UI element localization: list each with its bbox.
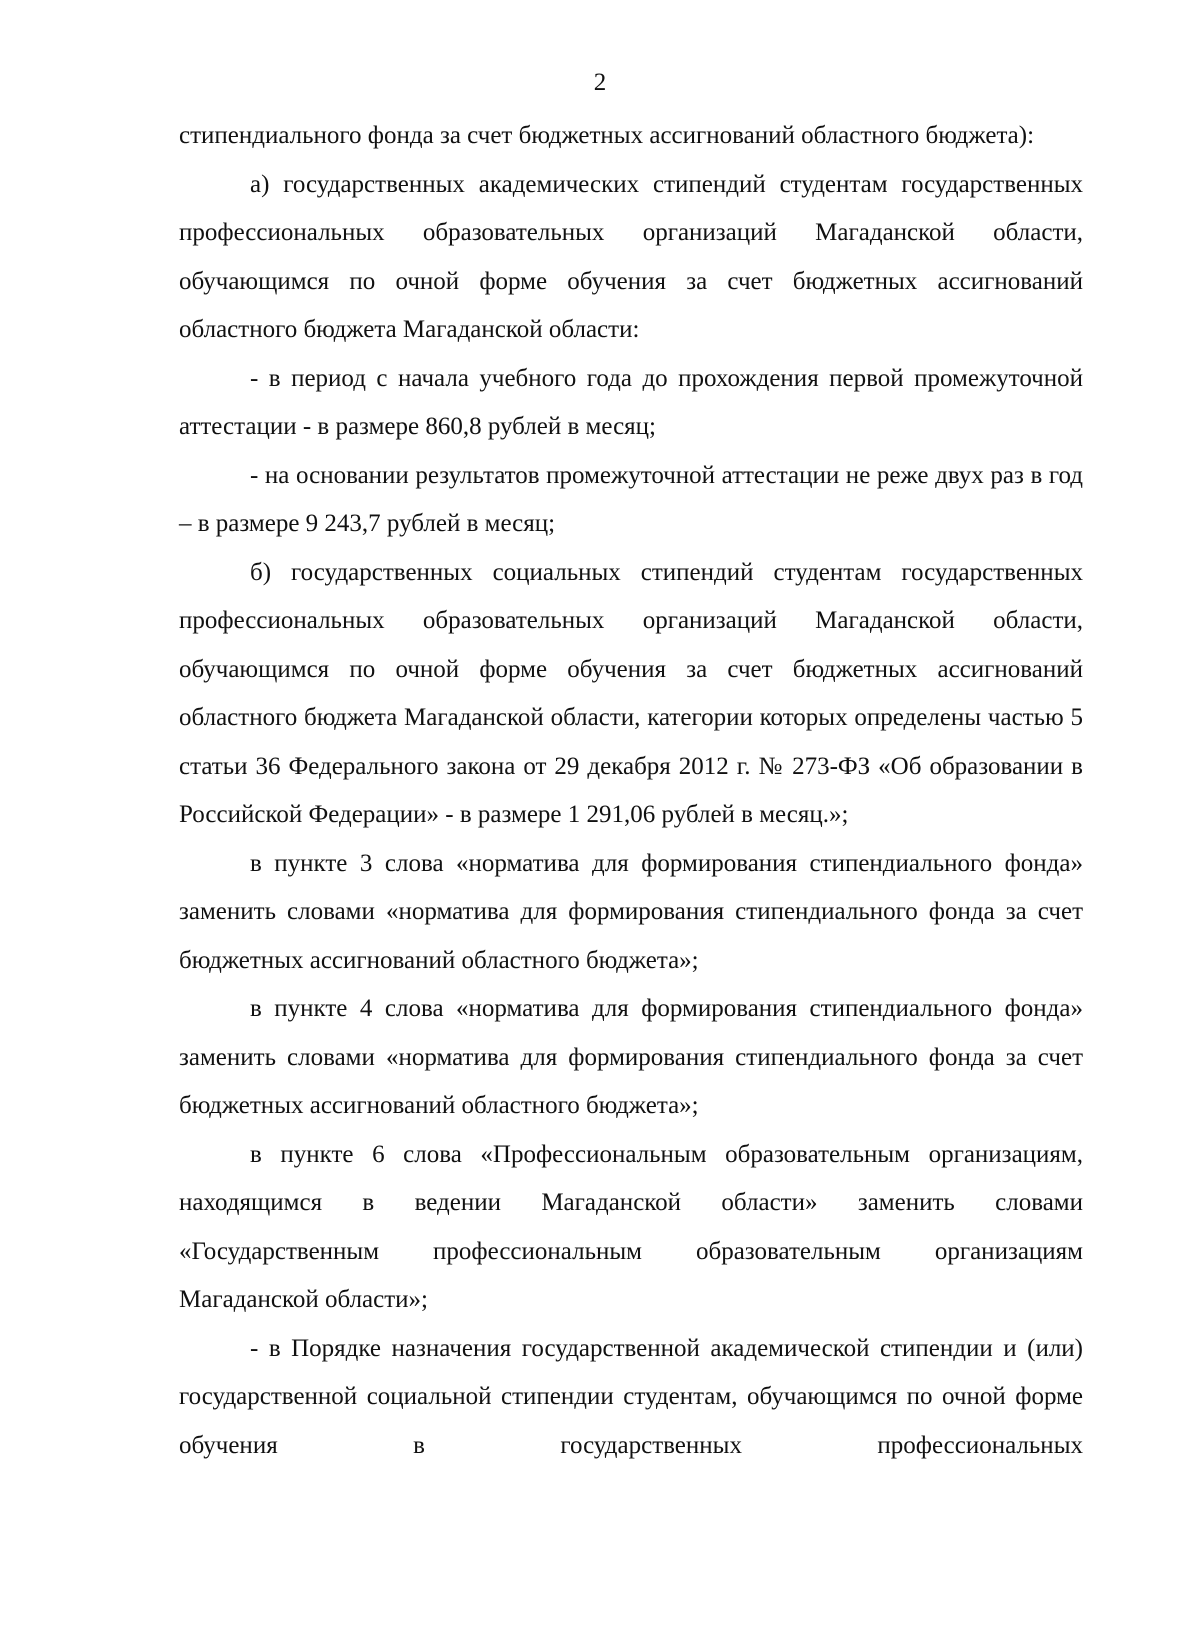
paragraph-attestation-results: - на основании результатов промежуточной аттестации не реже двух раз в год – в размере 9 243,7 рублей в месяц;	[179, 461, 1083, 537]
paragraph-continuation: стипендиального фонда за счет бюджетных ассигнований областного бюджета):	[179, 122, 1035, 149]
paragraph-item-b: б) государственных социальных стипендий студентам государственных профессиональных образовательных организаций Магаданской области, обучающимся по очной форме обучения за счет бюджетных ассигнований областного бюджета Магаданской области, категории которых определены частью 5 статьи 36 Федерального закона от 29 декабря 2012 г. № 273-ФЗ «Об образовании в Российской Федерации» - в размере 1 291,06 рублей в месяц.»;	[179, 558, 1083, 828]
paragraph-procedure: - в Порядке назначения государственной академической стипендии и (или) государственной социальной стипендии студентам, обучающимся по очной форме обучения в государственных профессиональных	[179, 1334, 1083, 1459]
page-number: 2	[593, 69, 607, 96]
paragraph-first-attestation: - в период с начала учебного года до прохождения первой промежуточной аттестации - в размере 860,8 рублей в месяц;	[179, 364, 1083, 440]
document-body	[179, 112, 1083, 1470]
paragraph-point-4: в пункте 4 слова «норматива для формирования стипендиального фонда» заменить словами «норматива для формирования стипендиального фонда за счет бюджетных ассигнований областного бюджета»;	[179, 995, 1083, 1119]
paragraph-item-a: а) государственных академических стипендий студентам государственных профессиональных образовательных организаций Магаданской области, обучающимся по очной форме обучения за счет бюджетных ассигнований областного бюджета Магаданской области:	[179, 170, 1083, 343]
paragraph-point-6: в пункте 6 слова «Профессиональным образовательным организациям, находящимся в ведении Магаданской области» заменить словами «Государственным профессиональным образовательным организациям Магаданской области»;	[179, 1140, 1083, 1313]
paragraph-point-3: в пункте 3 слова «норматива для формирования стипендиального фонда» заменить словами «норматива для формирования стипендиального фонда за счет бюджетных ассигнований областного бюджета»;	[179, 849, 1083, 974]
